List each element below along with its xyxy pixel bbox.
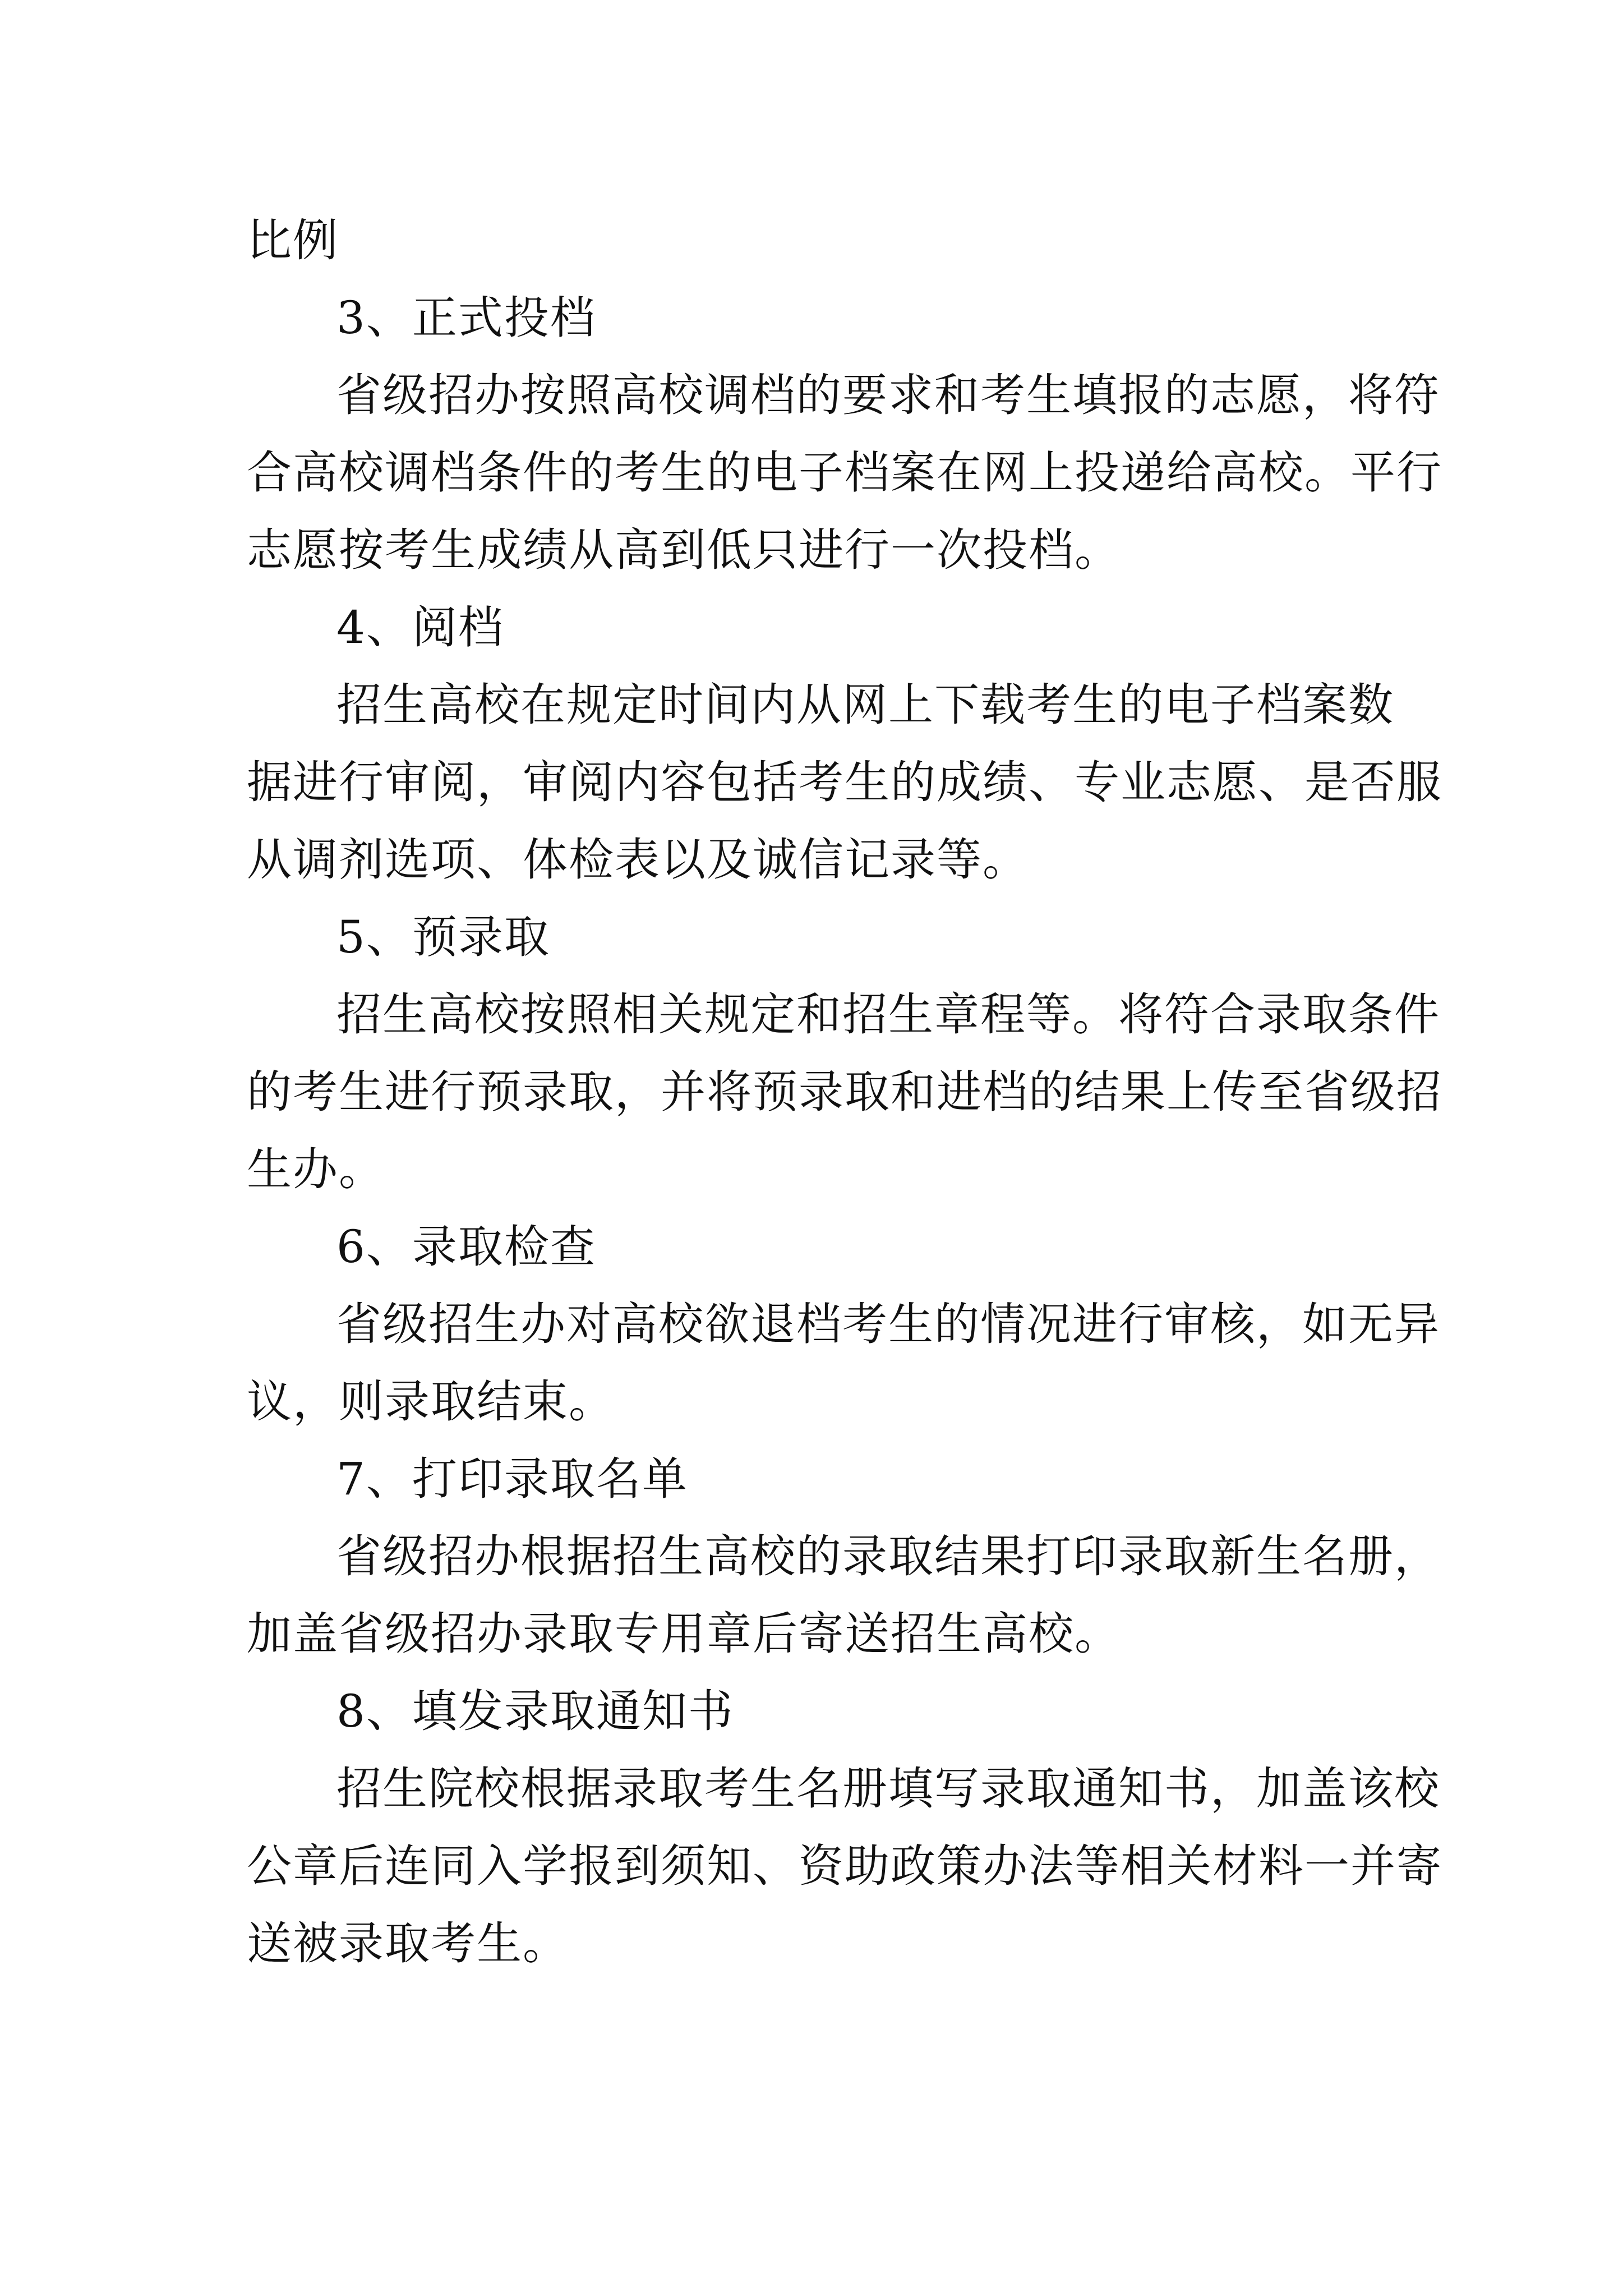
text-line: 省级招办按照高校调档的要求和考生填报的志愿，将符 xyxy=(336,369,1440,421)
text-line: 据进行审阅，审阅内容包括考生的成绩、专业志愿、是否服 xyxy=(247,756,1442,808)
text-line: 从调剂选项、体检表以及诚信记录等。 xyxy=(247,834,1029,886)
text-line: 的考生进行预录取，并将预录取和进档的结果上传至省级招 xyxy=(247,1066,1442,1118)
document-body xyxy=(247,202,1442,1982)
text-line: 合高校调档条件的考生的电子档案在网上投递给高校。平行 xyxy=(247,447,1442,499)
text-line: 公章后连同入学报到须知、资助政策办法等相关材料一并寄 xyxy=(247,1840,1442,1892)
text-line: 省级招办根据招生高校的录取结果打印录取新生名册， xyxy=(336,1530,1440,1582)
text-line: 生办。 xyxy=(247,1143,385,1195)
text-line: 5、预录取 xyxy=(336,911,550,963)
text-line: 志愿按考生成绩从高到低只进行一次投档。 xyxy=(247,524,1121,576)
text-line: 议，则录取结束。 xyxy=(247,1375,615,1428)
text-line: 比例 xyxy=(247,214,339,266)
text-line: 4、阅档 xyxy=(336,601,504,654)
text-line: 招生院校根据录取考生名册填写录取通知书，加盖该校 xyxy=(336,1763,1440,1815)
text-line: 3、正式投档 xyxy=(336,292,596,344)
text-line: 7、打印录取名单 xyxy=(336,1453,688,1505)
text-line: 8、填发录取通知书 xyxy=(336,1685,734,1737)
text-line: 招生高校在规定时间内从网上下载考生的电子档案数 xyxy=(336,679,1394,731)
text-line: 加盖省级招办录取专用章后寄送招生高校。 xyxy=(247,1608,1121,1660)
text-line: 省级招生办对高校欲退档考生的情况进行审核，如无异 xyxy=(336,1298,1440,1350)
text-line: 6、录取检查 xyxy=(336,1221,596,1273)
text-line: 招生高校按照相关规定和招生章程等。将符合录取条件 xyxy=(336,988,1440,1041)
text-line: 送被录取考生。 xyxy=(247,1917,569,1970)
